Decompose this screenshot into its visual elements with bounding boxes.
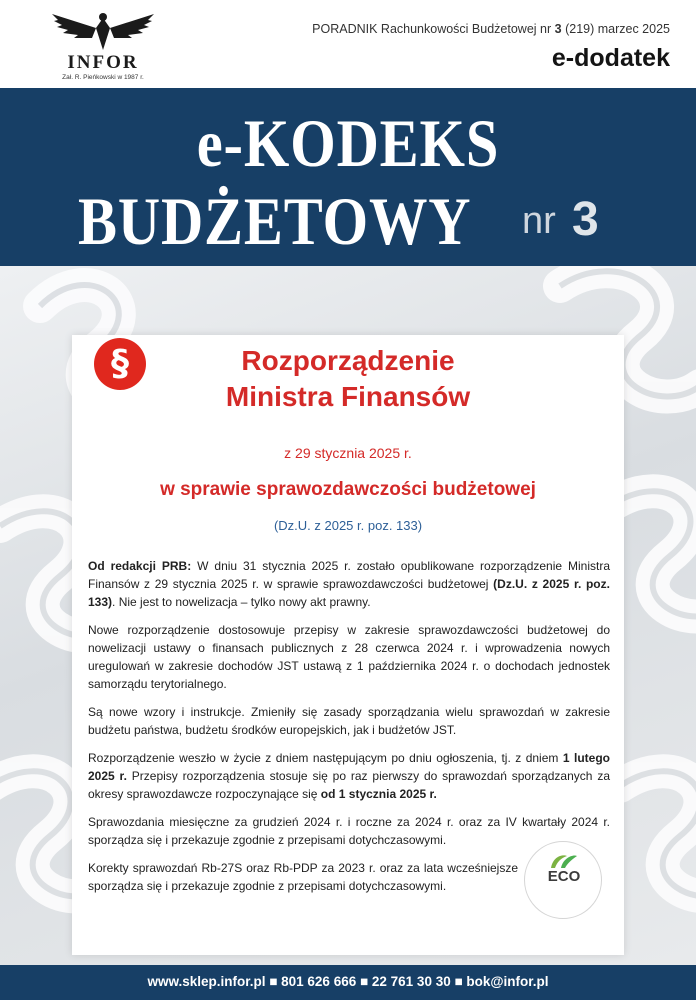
content-card xyxy=(72,335,624,955)
eco-badge xyxy=(524,841,602,919)
article-body xyxy=(88,557,610,905)
footer xyxy=(0,965,696,1000)
regulation-title xyxy=(72,343,624,415)
footer-phone1: 801 626 666 xyxy=(281,974,357,989)
footer-separator-icon: ■ xyxy=(269,974,282,989)
footer-separator-icon: ■ xyxy=(359,974,372,989)
footer-contact xyxy=(0,974,696,989)
paragraph-effective xyxy=(88,749,610,803)
editorial-text: W dniu 31 stycznia 2025 r. zostało opublikowane rozporządzenie Ministra Finansów z 29 stycznia 2025 r. w sprawie sprawozdawczości budżetowej xyxy=(88,559,610,591)
paragraph-corrections: Korekty sprawozdań Rb-27S oraz Rb-PDP za 2023 r. oraz za lata wcześniejsze sporządza się i przekazuje zgodnie z przepisami dotychczasowymi. xyxy=(88,861,518,893)
issue-suffix: (219) marzec 2025 xyxy=(565,22,670,36)
logo-tagline: Zał. R. Pieńkowski w 1987 r. xyxy=(62,74,144,81)
paragraph-reports: Sprawozdania miesięczne za grudzień 2024 r. i roczne za 2024 r. oraz za IV kwartały 2024 r. sporządza się i przekazuje zgodnie z przepisami dotychczasowymi. xyxy=(88,815,610,847)
paragraph-icon: § xyxy=(94,338,146,390)
title-line1: e-KODEKS xyxy=(196,105,500,181)
title-band xyxy=(0,88,696,266)
logo-brand: INFOR xyxy=(67,52,139,73)
regulation-date: z 29 stycznia 2025 r. xyxy=(284,445,412,461)
editorial-lead: Od redakcji PRB: xyxy=(88,559,192,573)
paragraph-scope: Nowe rozporządzenie dostosowuje przepisy w zakresie sprawozdawczości budżetowej do nowelizacji ustawy o finansach publicznych z 28 czerwca 2024 r. i wprowadzenia nowych uregulowań w zakresie dochodów JST ustawą z 1 października 2024 r. o dochodach jednostek samorządu terytorialnego. xyxy=(88,623,610,691)
title-nr-label: nr xyxy=(522,200,556,242)
footer-website[interactable]: www.sklep.infor.pl xyxy=(147,974,266,989)
paragraph-editorial xyxy=(88,557,610,611)
infor-logo xyxy=(44,12,162,80)
header xyxy=(0,0,696,88)
eco-word: ECO xyxy=(547,868,581,885)
issue-number: 3 xyxy=(554,22,562,36)
editorial-ref: (Dz.U. z 2025 r. poz. 133) xyxy=(88,577,610,609)
footer-phone2: 22 761 30 30 xyxy=(371,974,451,989)
regulation-subject: w sprawie sprawozdawczości budżetowej xyxy=(160,479,536,500)
effective-text2: Przepisy rozporządzenia stosuje się po raz pierwszy do sprawozdań sporządzanych za okresy sprawozdawcze rozpoczynające się xyxy=(88,769,610,801)
title-line2: BUDŻETOWY xyxy=(78,183,472,259)
paragraph-templates: Są nowe wzory i instrukcje. Zmieniły się zasady sporządzania wielu sprawozdań w zakresie budżetu państwa, budżetu środków europejskich, jak i budżetów JST. xyxy=(88,705,610,737)
regulation-source: (Dz.U. z 2025 r. poz. 133) xyxy=(273,518,423,533)
footer-email[interactable]: bok@infor.pl xyxy=(466,974,549,989)
footer-separator-icon: ■ xyxy=(454,974,467,989)
effective-date1: 1 lutego 2025 r. xyxy=(88,751,610,783)
effective-text1: Rozporządzenie weszło w życie z dniem następującym po dniu ogłoszenia, tj. z dniem xyxy=(88,751,563,765)
title-nr-value: 3 xyxy=(572,193,599,246)
edition-label: e-dodatek xyxy=(551,44,670,72)
issue-info xyxy=(312,22,670,36)
eagle-icon xyxy=(48,12,158,52)
regulation-title-line2: Ministra Finansów xyxy=(225,381,471,412)
editorial-tail: . Nie jest to nowelizacja – tylko nowy akt prawny. xyxy=(112,595,371,609)
effective-date2: od 1 stycznia 2025 r. xyxy=(320,787,437,801)
regulation-title-line1: Rozporządzenie xyxy=(241,345,455,376)
issue-prefix: PORADNIK Rachunkowości Budżetowej nr xyxy=(312,22,552,36)
